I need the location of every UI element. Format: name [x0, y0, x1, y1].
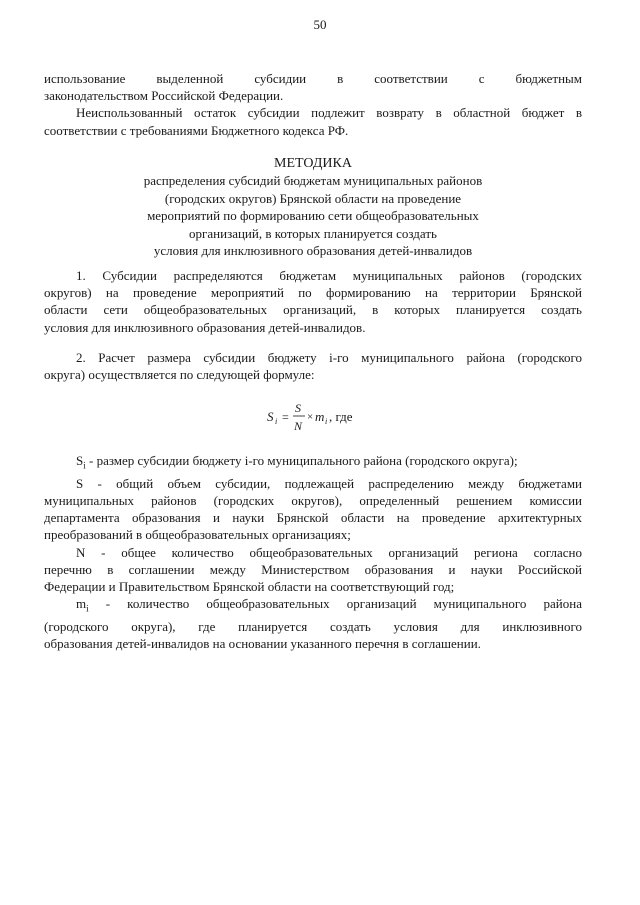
text-line: перечню в соглашении между Министерством образования и науки Российской [44, 561, 582, 577]
text-line: 2. Расчет размера субсидии бюджету i-го муниципального района (городского [76, 350, 582, 365]
text-line: условия для инклюзивного образования детей-инвалидов. [44, 319, 366, 335]
def-symbol-sub: i [83, 460, 86, 471]
formula-times: × [307, 411, 314, 423]
formula-lhs: S [267, 409, 274, 424]
text-line: департамента образования и науки Брянской области на проведение архитектурных [44, 510, 582, 526]
formula-equals: = [282, 410, 289, 424]
heading-line: организаций, в которых планируется создать [189, 225, 437, 241]
heading-line: распределения субсидий бюджетам муниципальных районов [143, 173, 483, 189]
definition-s [44, 475, 582, 492]
text-line: (городского округа), где планируется создать условия для инклюзивного [44, 619, 582, 635]
methodology-heading [44, 155, 582, 259]
def-symbol: S [76, 453, 84, 468]
def-symbol: N [76, 544, 86, 560]
def-text: - общий объем субсидии, подлежащей распределению между бюджетами [97, 475, 583, 491]
clause-1 [44, 267, 582, 336]
text-line: законодательством Российской Федерации. [44, 88, 284, 104]
definitions [44, 452, 582, 652]
text-line: Федерации и Правительством Брянской области на соответствующий год; [44, 579, 455, 595]
clause-2 [44, 349, 582, 383]
formula-denominator: N [294, 419, 303, 433]
page-number: 50 [313, 17, 327, 32]
heading-line: условия для инклюзивного образования детей-инвалидов [153, 243, 473, 259]
text-line: округов) на проведение мероприятий по формированию на территории Брянской [44, 285, 582, 301]
formula-numerator: S [295, 401, 301, 415]
def-text: - количество общеобразовательных организаций муниципального района [105, 596, 582, 612]
text-line: Неиспользованный остаток субсидии подлежит возврату в областной бюджет в [76, 105, 582, 121]
text-line: области сети общеобразовательных организаций, в которых планируется создать [44, 302, 582, 318]
heading-line: мероприятий по формированию сети общеобразовательных [147, 208, 479, 224]
subsidy-formula [0, 398, 640, 434]
text-line: муниципальных районов (городских округов), определенный решением комиссии [44, 493, 582, 508]
intro-text [44, 70, 582, 139]
formula-lhs-sub: i [275, 417, 278, 426]
definition-si [44, 452, 582, 475]
formula-factor: m [315, 409, 325, 424]
text-line: преобразований в общеобразовательных организациях; [44, 527, 351, 543]
def-symbol: S [76, 475, 84, 491]
text-line: использование выделенной субсидии в соответствии с бюджетным [44, 71, 582, 86]
formula-graphic [265, 398, 375, 434]
formula-suffix: , где [329, 409, 353, 424]
text-line: соответствии с требованиями Бюджетного кодекса РФ. [44, 122, 349, 138]
def-text: - общее количество общеобразовательных организаций региона согласно [101, 544, 582, 560]
text-line: 1. Субсидии распределяются бюджетам муниципальных районов (городских [76, 268, 582, 283]
heading-title: МЕТОДИКА [274, 156, 352, 171]
def-symbol: m [76, 596, 87, 612]
formula-factor-sub: i [325, 417, 328, 426]
definition-n [44, 544, 582, 561]
def-text: - размер субсидии бюджету i-го муниципального района (городского округа); [89, 453, 518, 468]
def-symbol-sub: i [86, 603, 89, 614]
text-line: образования детей-инвалидов на основании указанного перечня в соглашении. [44, 636, 481, 652]
definition-mi [44, 595, 582, 618]
heading-line: (городских округов) Брянской области на проведение [164, 190, 462, 206]
text-line: округа) осуществляется по следующей формуле: [44, 367, 315, 383]
